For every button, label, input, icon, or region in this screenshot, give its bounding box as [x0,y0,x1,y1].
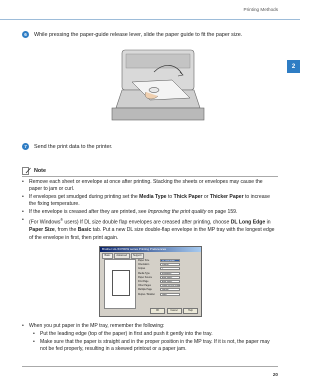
cancel-button[interactable]: Cancel [167,308,182,314]
note-rule [22,176,278,177]
note-heading [22,167,46,175]
note-bullet-3: • If the envelope is creased after they are printed, see Improving the print quality on page 159. [22,209,238,215]
dialog-title: Brother HL-5370DW series Printing Preferences [100,247,201,252]
ok-button[interactable]: OK [150,308,165,314]
page-number: 20 [272,372,278,377]
orientation-select[interactable]: Portrait [160,263,180,266]
tab-support[interactable]: Support [131,253,144,259]
tab-advanced[interactable]: Advanced [114,253,130,259]
header-title: Printing Methods [243,7,278,12]
envelope-preview [104,259,136,309]
dialog-labels: Paper Size Orientation Copies Media Type Paper Source First Page Other Pages Multiple Page Duplex / Booklet [138,260,155,296]
other-pages-select[interactable]: Same as First Page [162,285,180,288]
tab-basic[interactable]: Basic [102,253,113,259]
note-subbullet-1: • Put the leading edge (top of the paper) in first and push it gently into the tray. [33,331,213,337]
envelope-icon [112,270,130,296]
note-bullet-1: • Remove each sheet or envelope at once after printing. Stacking the sheets or envelopes may cause the paper to jam or curl. [22,179,263,193]
step-text: While pressing the paper-guide release lever, slide the paper guide to fit the paper size. [34,31,243,38]
note-title: Note [34,168,46,174]
dialog-tabs [102,253,144,259]
note-bullet-5: • When you put paper in the MP tray, remember the following: [22,323,165,329]
printing-preferences-dialog [99,246,202,317]
note-end-rule [22,366,278,367]
note-icon [22,167,31,175]
cross-reference-link[interactable]: Improving the print quality [147,209,207,215]
header-rule [0,19,300,20]
copies-input[interactable]: 1 [160,267,180,270]
multiple-page-select[interactable]: Normal [160,288,180,291]
paper-source-select[interactable]: Auto Select [160,276,180,279]
note-bullet-2: • If envelopes get smudged during printing set the Media Type to Thick Paper or Thicker Paper to increase the fixing temperature. [22,194,270,208]
step-7 [22,143,113,150]
printer-illustration [92,42,212,130]
paper-size-select[interactable]: DL Long Edge [160,259,180,262]
first-page-select[interactable]: Auto Select [160,280,180,283]
note-subbullet-2: • Make sure that the paper is straight and in the proper position in the MP tray. If it is not, the paper may not be fed properly, resulting in a skewed printout or a paper jam. [33,339,270,353]
dialog-fields [160,259,180,297]
step-number: 6 [22,31,29,38]
step-number: 7 [22,143,29,150]
dialog-buttons [150,308,198,314]
media-type-select[interactable]: Envelopes [160,272,180,275]
note-bullet-4: • (For Windows® users) If DL size double flap envelopes are creased after printing, choose DL Long Edge in Paper Size, from the Basic tab. Put a new DL size double-flap envelope in the MP tray with the longest edge of the envelope in first, then print again. [22,217,275,241]
step-6 [22,31,242,38]
step-text: Send the print data to the printer. [34,143,113,150]
duplex-select[interactable]: None [160,293,180,296]
help-button[interactable]: Help [183,308,198,314]
chapter-tab: 2 [287,60,300,73]
